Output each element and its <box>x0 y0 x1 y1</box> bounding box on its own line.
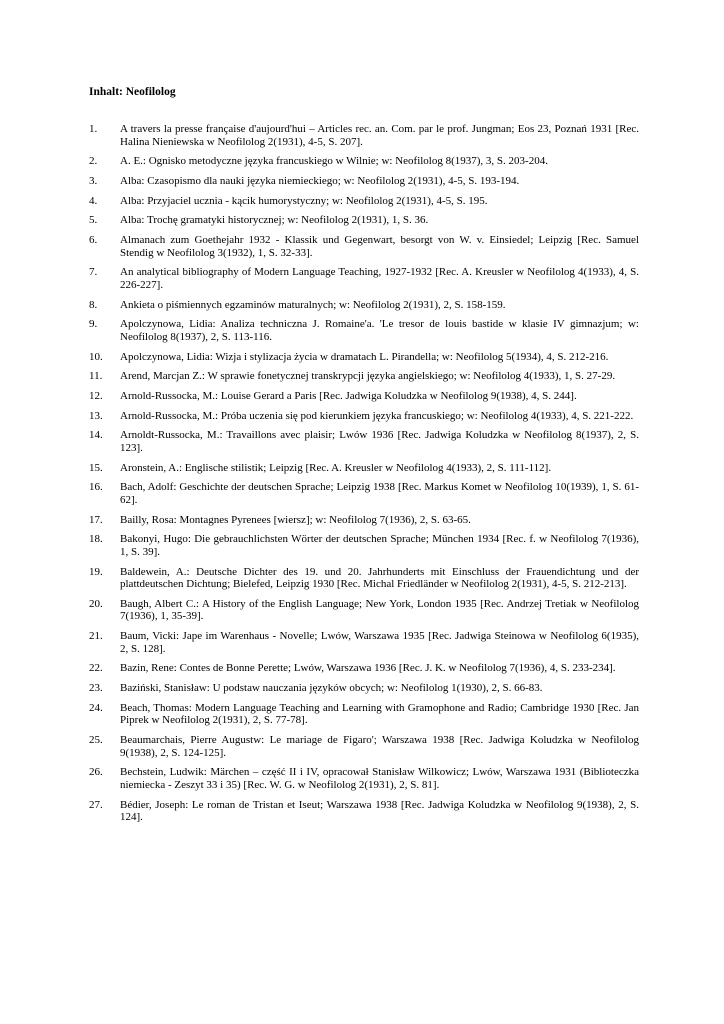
bibliography-entry <box>89 123 639 148</box>
entry-number: 8. <box>89 298 98 311</box>
entry-number: 18. <box>89 533 103 546</box>
bibliography-entry <box>89 766 639 791</box>
entry-text: Bechstein, Ludwik: Märchen – część II i IV, opracował Stanisław Wilkowicz; Lwów, Warszawa 1931 (Biblioteczka niemiecka - Zeszyt 33 i 35) [Rec. W. G. w Neofilolog 2(1931), 2, S. 81]. <box>120 766 639 791</box>
bibliography-entry <box>89 266 639 291</box>
entry-text: Beach, Thomas: Modern Language Teaching and Learning with Gramophone and Radio; Cambridge 1930 [Rec. Jan Piprek w Neofilolog 2(1931), 2, S. 77-78]. <box>120 701 639 727</box>
entry-text: Alba: Czasopismo dla nauki języka niemieckiego; w: Neofilolog 2(1931), 4-5, S. 193-194. <box>120 174 520 187</box>
bibliography-entry <box>89 410 639 423</box>
bibliography-entry <box>89 734 639 759</box>
entry-text: Bakonyi, Hugo: Die gebrauchlichsten Wörter der deutschen Sprache; München 1934 [Rec. f. w Neofilolog 7(1936), 1, S. 39]. <box>120 533 639 558</box>
entry-number: 20. <box>89 597 103 610</box>
page-title: Inhalt: Neofilolog <box>89 86 176 98</box>
bibliography-entry <box>89 702 639 727</box>
entry-number: 27. <box>89 798 103 811</box>
entry-number: 21. <box>89 630 103 643</box>
bibliography-entry <box>89 370 639 383</box>
bibliography-entry <box>89 299 639 312</box>
entry-text: An analytical bibliography of Modern Language Teaching, 1927-1932 [Rec. A. Kreusler w Neofilolog 4(1933), 4, S. 226-227]. <box>120 266 639 291</box>
entry-number: 7. <box>89 266 98 279</box>
entry-number: 12. <box>89 389 103 402</box>
bibliography-entry <box>89 390 639 403</box>
bibliography-entry <box>89 533 639 558</box>
entry-text: Alba: Trochę gramatyki historycznej; w: Neofilolog 2(1931), 1, S. 36. <box>120 214 429 227</box>
entry-number: 23. <box>89 682 103 695</box>
entry-text: Apolczynowa, Lidia: Wizja i stylizacja życia w dramatach L. Pirandella; w: Neofilolog 5(1934), 4, S. 212-216. <box>120 350 609 363</box>
entry-text: Apolczynowa, Lidia: Analiza techniczna J. Romaine'a. 'Le tresor de louis bastide w klasie IV gimnazjum; w: Neofilolog 8(1937), 2, S. 113-116. <box>120 318 639 343</box>
entry-text: Arnoldt-Russocka, M.: Travaillons avec plaisir; Lwów 1936 [Rec. Jadwiga Koludzka w Neofilolog 8(1937), 2, S. 123]. <box>120 429 639 454</box>
entry-number: 3. <box>89 174 98 187</box>
entry-text: Bédier, Joseph: Le roman de Tristan et Iseut; Warszawa 1938 [Rec. Jadwiga Koludzka w Neofilolog 9(1938), 2, S. 124]. <box>120 798 639 824</box>
bibliography-entry <box>89 155 639 168</box>
entry-number: 22. <box>89 662 103 675</box>
entry-text: Arnold-Russocka, M.: Louise Gerard a Paris [Rec. Jadwiga Koludzka w Neofilolog 9(1938), 4, S. 244]. <box>120 389 577 402</box>
entry-number: 6. <box>89 234 98 247</box>
bibliography-entry <box>89 598 639 623</box>
entry-number: 5. <box>89 214 98 227</box>
entry-text: Arend, Marcjan Z.: W sprawie fonetycznej transkrypcji języka angielskiego; w: Neofilolog 4(1933), 1, S. 27-29. <box>120 370 616 383</box>
bibliography-entry <box>89 662 639 675</box>
entry-text: Almanach zum Goethejahr 1932 - Klassik und Gegenwart, besorgt von W. v. Einsiedel; Leipzig [Rec. Samuel Stendig w Neofilolog 3(1932), 1, S. 32-33]. <box>120 234 639 259</box>
bibliography-entry <box>89 514 639 527</box>
entry-number: 16. <box>89 481 103 494</box>
entry-text: A. E.: Ognisko metodyczne języka francuskiego w Wilnie; w: Neofilolog 8(1937), 3, S. 203-204. <box>120 155 548 168</box>
entry-text: Beaumarchais, Pierre Augustw: Le mariage de Figaro'; Warszawa 1938 [Rec. Jadwiga Koludzka w Neofilolog 9(1938), 2, S. 124-125]. <box>120 734 639 759</box>
entry-text: Bach, Adolf: Geschichte der deutschen Sprache; Leipzig 1938 [Rec. Markus Komet w Neofilolog 10(1939), 1, S. 61-62]. <box>120 481 639 506</box>
entry-number: 24. <box>89 701 103 714</box>
entry-number: 26. <box>89 766 103 779</box>
entry-text: Baugh, Albert C.: A History of the English Language; New York, London 1935 [Rec. Andrzej Tretiak w Neofilolog 7(1936), 1, 35-39]. <box>120 597 639 623</box>
bibliography-entry <box>89 195 639 208</box>
entry-number: 10. <box>89 350 103 363</box>
bibliography-entry <box>89 462 639 475</box>
bibliography-entry <box>89 682 639 695</box>
entry-number: 4. <box>89 194 98 207</box>
entry-number: 19. <box>89 565 103 578</box>
entry-number: 25. <box>89 734 103 747</box>
entry-number: 1. <box>89 123 98 135</box>
entry-number: 14. <box>89 429 103 442</box>
entry-number: 11. <box>89 370 103 383</box>
entry-number: 17. <box>89 513 103 526</box>
bibliography-entry <box>89 318 639 343</box>
bibliography-entry <box>89 175 639 188</box>
entry-text: Bailly, Rosa: Montagnes Pyrenees [wiersz]; w: Neofilolog 7(1936), 2, S. 63-65. <box>120 513 471 526</box>
entry-text: A travers la presse française d'aujourd'hui – Articles rec. an. Com. par le prof. Jungman; Eos 23, Poznań 1931 [Rec. Halina Nieniewska w Neofilolog 2(1931), 4-5, S. 207]. <box>120 123 639 148</box>
bibliography-entry <box>89 566 639 591</box>
entry-number: 13. <box>89 409 103 422</box>
bibliography-entry <box>89 214 639 227</box>
bibliography-entry <box>89 630 639 655</box>
entry-text: Aronstein, A.: Englische stilistik; Leipzig [Rec. A. Kreusler w Neofilolog 4(1933), 2, S. 111-112]. <box>120 461 552 474</box>
bibliography-entry <box>89 234 639 259</box>
entry-text: Baum, Vicki: Jape im Warenhaus - Novelle; Lwów, Warszawa 1935 [Rec. Jadwiga Steinowa w Neofilolog 6(1935), 2, S. 128]. <box>120 630 639 655</box>
entry-text: Ankieta o piśmiennych egzaminów maturalnych; w: Neofilolog 2(1931), 2, S. 158-159. <box>120 298 506 311</box>
bibliography-entry <box>89 799 639 824</box>
bibliography-entry <box>89 351 639 364</box>
bibliography-entry <box>89 429 639 454</box>
entry-number: 9. <box>89 318 98 331</box>
entry-text: Baldewein, A.: Deutsche Dichter des 19. und 20. Jahrhunderts mit Einschluss der Frauendichtung und der plattdeutschen Dichtung; Bielefed, Leipzig 1930 [Rec. Michal Friedländer w Neofilolog 2(1931), 4-5, S. 212-213]. <box>120 565 639 591</box>
entry-text: Baziński, Stanisław: U podstaw nauczania języków obcych; w: Neofilolog 1(1930), 2, S. 66-83. <box>120 682 543 695</box>
entry-text: Arnold-Russocka, M.: Próba uczenia się pod kierunkiem języka francuskiego; w: Neofilolog 4(1933), 4, S. 221-222. <box>120 409 634 422</box>
entry-text: Alba: Przyjaciel ucznia - kącik humorystyczny; w: Neofilolog 2(1931), 4-5, S. 195. <box>120 194 488 207</box>
entry-number: 2. <box>89 155 98 168</box>
bibliography-list <box>89 123 639 831</box>
entry-text: Bazin, Rene: Contes de Bonne Perette; Lwów, Warszawa 1936 [Rec. J. K. w Neofilolog 7(1936), 4, S. 233-234]. <box>120 662 616 675</box>
bibliography-entry <box>89 481 639 506</box>
entry-number: 15. <box>89 461 103 474</box>
